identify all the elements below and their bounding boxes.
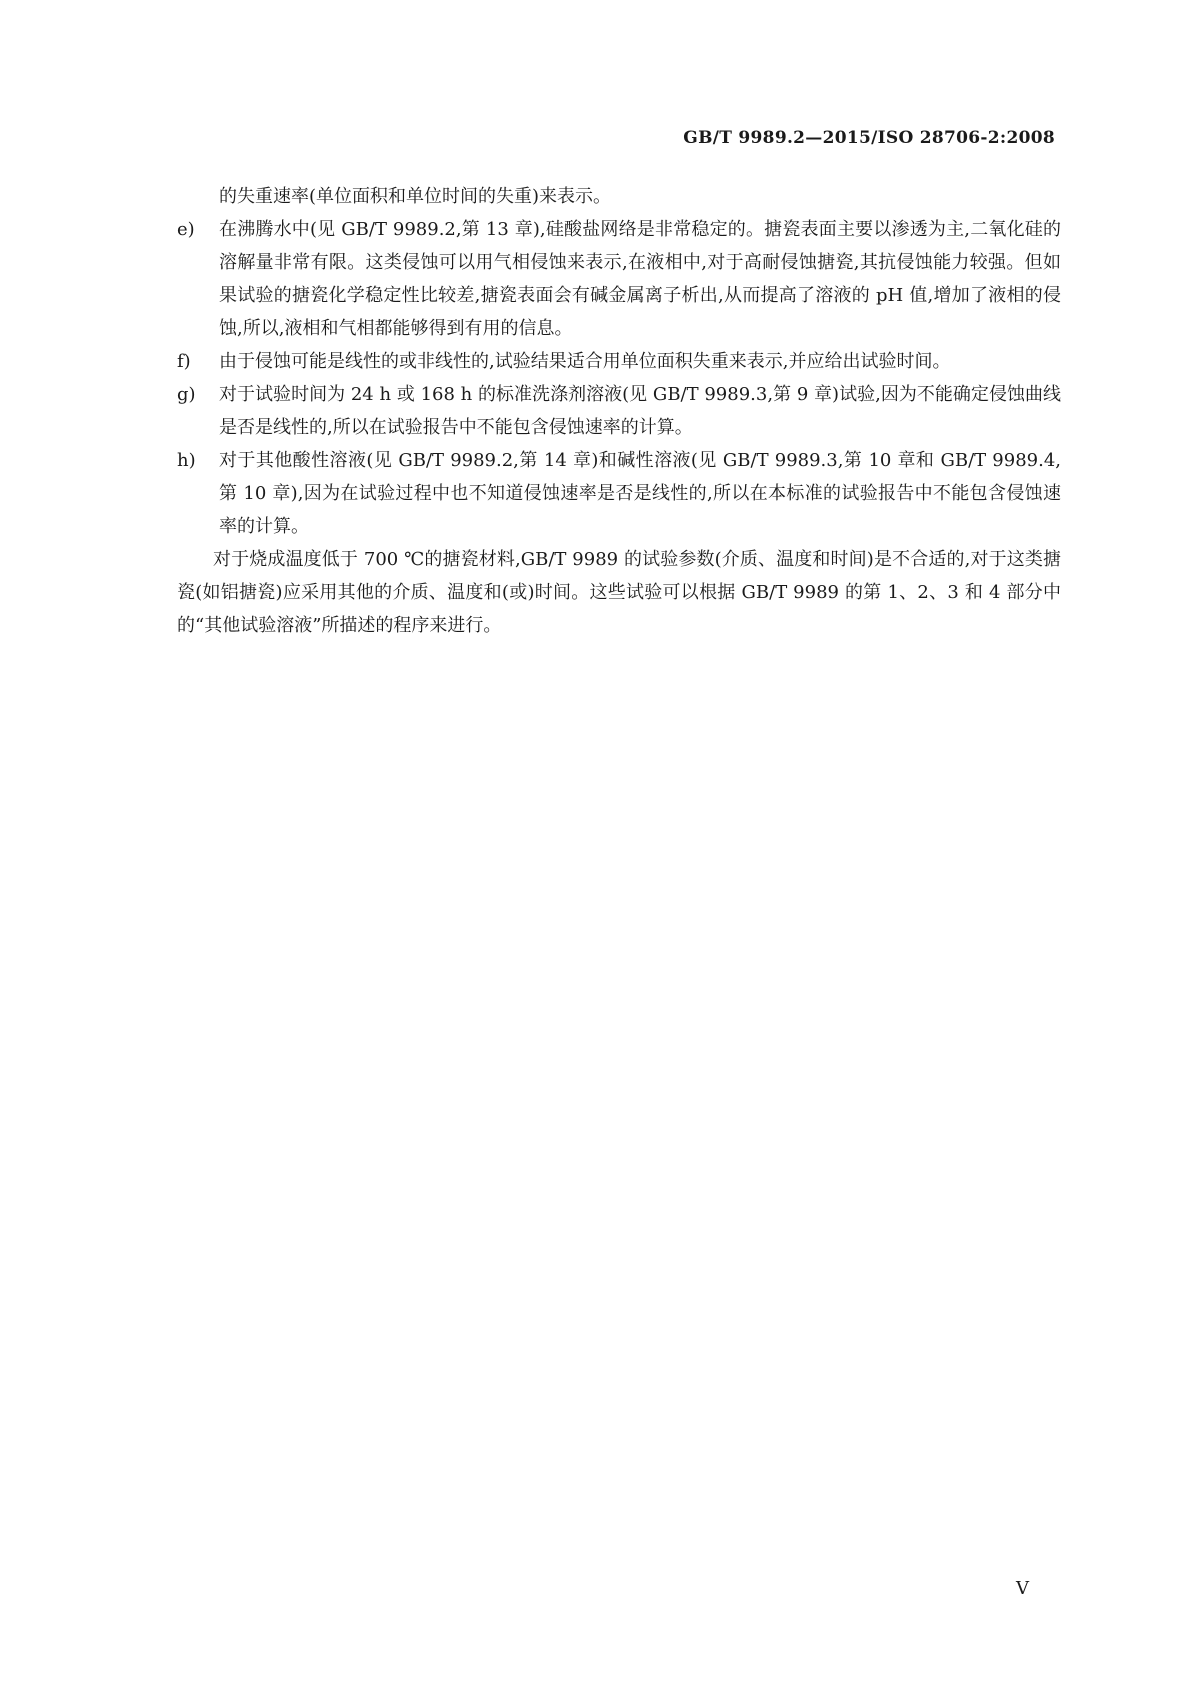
body-text	[177, 180, 1061, 642]
list-item-text: 在沸腾水中(见 GB/T 9989.2,第 13 章),硅酸盐网络是非常稳定的。搪瓷表面主要以渗透为主,二氧化硅的溶解量非常有限。这类侵蚀可以用气相侵蚀来表示,在液相中,对于高耐侵蚀搪瓷,其抗侵蚀能力较强。但如果试验的搪瓷化学稳定性比较差,搪瓷表面会有碱金属离子析出,从而提高了溶液的 pH 值,增加了液相的侵蚀,所以,液相和气相都能够得到有用的信息。	[219, 219, 1061, 339]
standard-number-header: GB/T 9989.2—2015/ISO 28706-2:2008	[683, 128, 1055, 148]
list-item-text: 对于其他酸性溶液(见 GB/T 9989.2,第 14 章)和碱性溶液(见 GB/T 9989.3,第 10 章和 GB/T 9989.4,第 10 章),因为在试验过程中也不知道侵蚀速率是否是线性的,所以在本标准的试验报告中不能包含侵蚀速率的计算。	[219, 450, 1061, 537]
list-item-text: 由于侵蚀可能是线性的或非线性的,试验结果适合用单位面积失重来表示,并应给出试验时间。	[219, 351, 951, 372]
page-number: V	[1016, 1578, 1029, 1599]
list-item-marker: e)	[177, 219, 195, 240]
list-item-f	[177, 345, 1061, 378]
list-item-marker: f)	[177, 351, 191, 372]
continuation-text: 的失重速率(单位面积和单位时间的失重)来表示。	[219, 186, 612, 207]
list-item-marker: g)	[177, 384, 196, 405]
list-item-marker: h)	[177, 450, 196, 471]
closing-paragraph: 对于烧成温度低于 700 ℃的搪瓷材料,GB/T 9989 的试验参数(介质、温度和时间)是不合适的,对于这类搪瓷(如铝搪瓷)应采用其他的介质、温度和(或)时间。这些试验可以根据 GB/T 9989 的第 1、2、3 和 4 部分中的“其他试验溶液”所描述的程序来进行。	[177, 549, 1061, 636]
list-item-e	[177, 213, 1061, 345]
list-item-text: 对于试验时间为 24 h 或 168 h 的标准洗涤剂溶液(见 GB/T 9989.3,第 9 章)试验,因为不能确定侵蚀曲线是否是线性的,所以在试验报告中不能包含侵蚀速率的计算。	[219, 384, 1061, 438]
list-item-h	[177, 444, 1061, 543]
list-item-g	[177, 378, 1061, 444]
